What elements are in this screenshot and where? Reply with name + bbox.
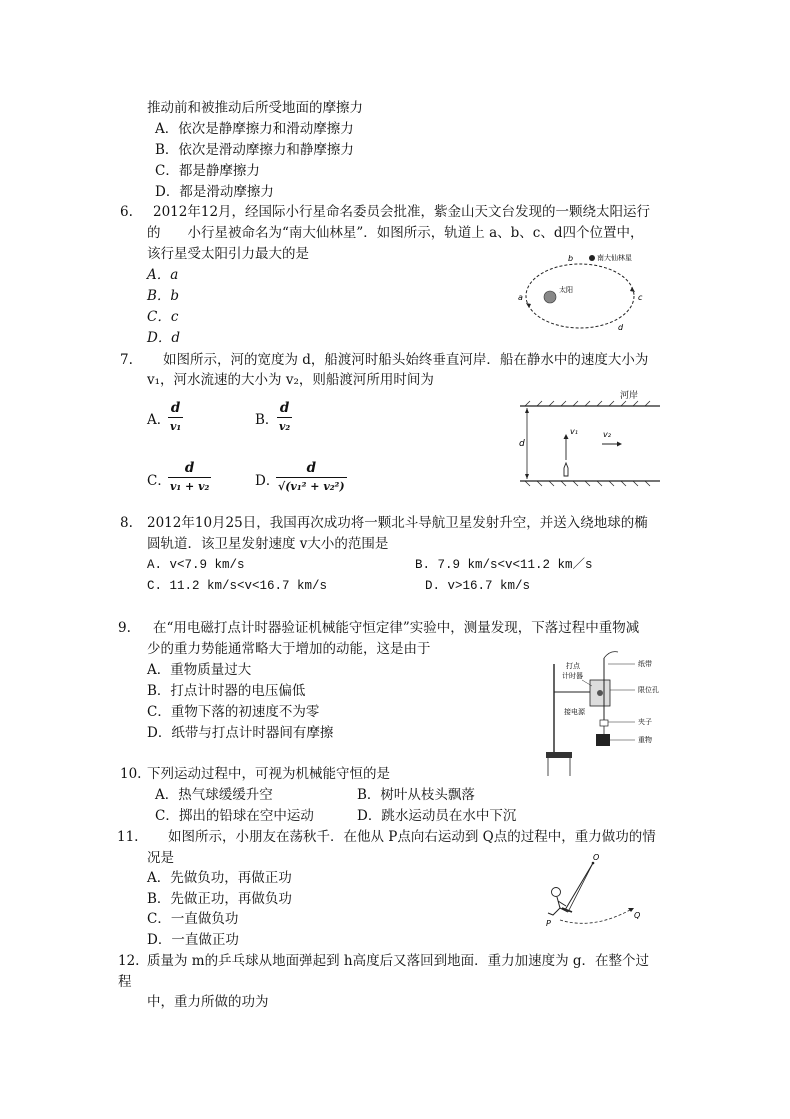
q8-line1: 2012年10月25日，我国再次成功将一颗北斗导航卫星发射升空，并送入绕地球的椭 (147, 515, 648, 531)
q7-number: 7. (120, 352, 133, 368)
bank-label: 河岸 (620, 391, 639, 401)
label-power: 接电源 (564, 708, 585, 716)
bank-hatching (525, 401, 650, 486)
width-label: d (519, 439, 525, 449)
label-hole: 限位孔 (638, 686, 659, 694)
timer-figure (538, 644, 678, 780)
frac-a-num: d (170, 400, 181, 416)
q11-line2: 况是 (147, 850, 174, 866)
swing-rope (565, 863, 593, 910)
q10-option-a: A．热气球缓缓升空 (155, 787, 273, 803)
swing-figure (538, 848, 658, 932)
q7-fraction-a (168, 401, 183, 434)
q9-option-d: D．纸带与打点计时器间有摩擦 (147, 725, 334, 741)
frac-d-num: d (306, 460, 317, 476)
point-b: b (568, 254, 574, 263)
q7-label-a: A． (147, 412, 171, 428)
label-timer-1: 打点 (566, 662, 580, 670)
q9-option-b: B．打点计时器的电压偏低 (147, 683, 306, 699)
v1-label: v₁ (570, 427, 578, 436)
frac-c-den: v₁ + v₂ (170, 480, 210, 493)
q5-option-c: C．都是静摩擦力 (155, 163, 260, 179)
q6-option-b: B．b (147, 288, 180, 304)
q11-number: 11. (117, 829, 139, 845)
sun-label: 太阳 (559, 286, 573, 294)
q7-line2: v₁，河水流速的大小为 v₂，则船渡河所用时间为 (147, 372, 434, 388)
q9-line2: 少的重力势能通常略大于增加的动能，这是由于 (147, 641, 431, 657)
q10-option-c: C．掷出的铅球在空中运动 (155, 808, 314, 824)
frac-d-den: √(v₁² + v₂²) (278, 480, 345, 493)
q8-option-b: B. 7.9 km/s<v<11.2 km／s (415, 558, 593, 572)
frac-c-num: d (184, 460, 195, 476)
child-body (548, 897, 568, 915)
q9-line1: 在“用电磁打点计时器验证机械能守恒定律”实验中，测量发现，下落过程中重物减 (153, 620, 640, 636)
q10-number: 10. (120, 766, 142, 782)
q10-option-d: D．跳水运动员在水中下沉 (357, 808, 517, 824)
star-label: 南大仙林星 (597, 254, 632, 262)
q7-label-d: D． (255, 473, 280, 489)
point-c: c (638, 293, 643, 302)
q6-number: 6. (120, 204, 133, 220)
river-figure (515, 388, 665, 488)
q8-number: 8. (120, 515, 133, 531)
q12-line3: 中，重力所做的功为 (147, 994, 269, 1010)
q11-option-c: C．一直做负功 (147, 911, 239, 927)
q7-fraction-b (277, 401, 292, 434)
point-q-label: Q (634, 911, 641, 920)
frac-a-den: v₁ (170, 420, 182, 433)
point-a: a (518, 293, 523, 302)
q8-line2: 圆轨道．该卫星发射速度 v大小的范围是 (147, 536, 389, 552)
q6-option-a: A．a (147, 267, 179, 283)
q10-stem: 下列运动过程中，可视为机械能守恒的是 (147, 766, 390, 782)
q12-number: 12. (118, 953, 140, 969)
q5-option-d: D．都是滑动摩擦力 (155, 184, 274, 200)
orbit-ellipse (526, 264, 634, 328)
orbit-arrow-icon (526, 303, 531, 308)
q8-option-c: C. 11.2 km/s<v<16.7 km/s (147, 579, 328, 593)
q7-line1: 如图所示，河的宽度为 d，船渡河时船头始终垂直河岸．船在静水中的速度大小为 (163, 352, 649, 368)
q11-option-a: A．先做负功，再做正功 (147, 870, 292, 886)
q9-number: 9. (118, 620, 131, 636)
pivot-o-label: O (593, 853, 600, 862)
boat-icon (564, 463, 568, 476)
label-tape: 纸带 (638, 660, 652, 668)
q9-option-c: C．重物下落的初速度不为零 (147, 704, 320, 720)
frac-b-num: d (279, 400, 290, 416)
asteroid-icon (589, 255, 595, 261)
q8-option-d: D. v>16.7 km/s (425, 579, 531, 593)
q11-line1: 如图所示，小朋友在荡秋千．在他从 P点向右运动到 Q点的过程中，重力做功的情 (168, 829, 656, 845)
q6-line2: 的 小行星被命名为“南大仙林星”．如图所示，轨道上 a、b、c、d四个位置中， (147, 225, 644, 241)
q11-option-b: B．先做正功，再做负功 (147, 891, 292, 907)
clip (600, 720, 608, 726)
q9-option-a: A．重物质量过大 (147, 662, 252, 678)
label-timer-2: 计时器 (562, 672, 583, 680)
frac-b-den: v₂ (279, 420, 291, 433)
q5-option-a: A．依次是静摩擦力和滑动摩擦力 (155, 121, 354, 137)
q6-line1: 2012年12月，经国际小行星命名委员会批准，紫金山天文台发现的一颗绕太阳运行 (153, 204, 651, 220)
q6-option-c: C．c (147, 309, 179, 325)
label-clip: 夹子 (638, 718, 652, 726)
q6-line3: 该行星受太阳引力最大的是 (147, 246, 309, 262)
point-p-label: P (546, 919, 551, 928)
orbit-figure (510, 252, 650, 332)
q12-line1: 质量为 m的乒乓球从地面弹起到 h高度后又落回到地面．重力加速度为 g．在整个过 (147, 953, 650, 969)
q7-fraction-d (276, 461, 347, 494)
point-d: d (618, 323, 624, 332)
q7-label-b: B． (255, 412, 279, 428)
q8-option-a: A. v<7.9 km/s (147, 558, 245, 572)
label-weight: 重物 (638, 736, 652, 744)
q10-option-b: B．树叶从枝头飘落 (357, 787, 475, 803)
q7-label-c: C． (147, 473, 171, 489)
q11-option-d: D．一直做正功 (147, 932, 239, 948)
child-head (552, 888, 561, 897)
base (546, 752, 572, 758)
sun-icon (544, 291, 556, 303)
q5-option-b: B．依次是滑动摩擦力和静摩擦力 (155, 142, 354, 158)
q7-fraction-c (168, 461, 211, 494)
q6-option-d: D．d (147, 330, 180, 346)
q12-line2: 程 (118, 974, 132, 990)
q5-stem: 推动前和被推动后所受地面的摩擦力 (147, 100, 363, 116)
v2-label: v₂ (603, 430, 611, 439)
weight-icon (596, 734, 610, 746)
